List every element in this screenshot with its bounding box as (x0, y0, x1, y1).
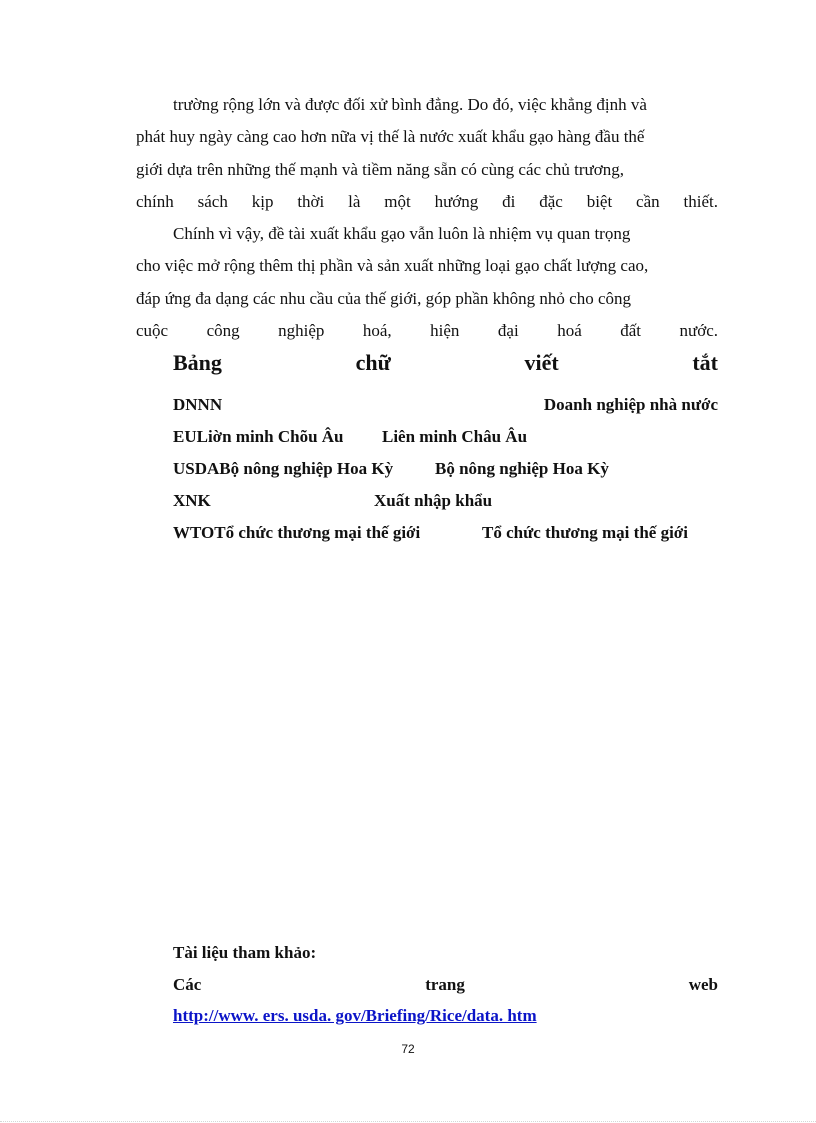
word: hiện (430, 320, 460, 340)
paragraph-2 (136, 218, 718, 347)
word: là (348, 191, 361, 211)
word: công (206, 320, 240, 340)
abbreviation-meaning: Liên minh Châu Âu (382, 427, 528, 446)
abbreviation-row (173, 491, 718, 513)
abbreviation-meaning: Xuất nhập khẩu (374, 491, 493, 510)
word: hoá (557, 320, 582, 340)
references-title: Tài liệu tham khảo: (173, 943, 317, 962)
abbreviation-term: USDABộ nông nghiệp Hoa Kỳ (173, 459, 394, 478)
abbreviation-term: EULiờn minh Chõu Âu (173, 427, 344, 446)
abbreviation-meaning: Doanh nghiệp nhà nước (543, 395, 718, 414)
word: trang (425, 975, 465, 994)
reference-link[interactable]: http://www. ers. usda. gov/Briefing/Rice/data. htm (173, 1006, 537, 1025)
word: thời (297, 191, 325, 211)
heading-word: Bảng (173, 350, 222, 375)
word: nước. (679, 320, 718, 340)
heading-word: viết (524, 350, 559, 375)
word: kịp (251, 191, 274, 211)
heading-word: chữ (355, 350, 391, 375)
word: đất (620, 320, 641, 340)
text-line: phát huy ngày càng cao hơn nữa vị thế là nước xuất khẩu gạo hàng đầu thế (136, 127, 645, 147)
abbreviation-term: DNNN (173, 395, 223, 414)
word: đi (502, 191, 516, 211)
word: đại (497, 320, 519, 340)
word: Các (173, 975, 202, 994)
abbreviation-row (173, 395, 718, 417)
word: chính (136, 191, 174, 211)
paragraph-1 (136, 89, 718, 218)
text-line: trường rộng lớn và được đối xử bình đẳng. Do đó, việc khẳng định và (173, 95, 647, 114)
abbreviation-term: WTOTổ chức thương mại thế giới (173, 523, 421, 542)
abbreviation-row (173, 459, 718, 481)
abbreviation-term: XNK (173, 491, 211, 510)
references-web-line (173, 975, 718, 995)
word: nghiệp (278, 320, 325, 340)
word: web (688, 975, 718, 994)
word: thiết. (683, 191, 718, 211)
text-line-justified (136, 186, 718, 218)
heading-word: tắt (692, 350, 718, 375)
word: một (384, 191, 411, 211)
page-bottom-divider (0, 1121, 816, 1122)
abbreviation-row (173, 523, 718, 545)
word: biệt (586, 191, 613, 211)
word: đặc (539, 191, 563, 211)
abbreviations-heading (173, 350, 718, 376)
text-line: Chính vì vậy, đề tài xuất khẩu gạo vẫn luôn là nhiệm vụ quan trọng (173, 224, 631, 243)
word: sách (197, 191, 228, 211)
text-line-justified (136, 315, 718, 347)
abbreviation-meaning: Tổ chức thương mại thế giới (482, 523, 688, 542)
word: hoá, (362, 320, 392, 340)
text-line: giới dựa trên những thế mạnh và tiềm năng sẵn có cùng các chủ trương, (136, 159, 624, 179)
abbreviation-meaning: Bộ nông nghiệp Hoa Kỳ (435, 459, 609, 478)
word: cuộc (136, 320, 169, 340)
text-line: đáp ứng đa dạng các nhu cầu của thế giới, góp phần không nhỏ cho công (136, 288, 632, 308)
abbreviation-row (173, 427, 718, 449)
word: hướng (434, 191, 479, 211)
word: cần (636, 191, 660, 211)
text-line: cho việc mở rộng thêm thị phần và sản xuất những loại gạo chất lượng cao, (136, 256, 649, 276)
page-number: 72 (401, 1042, 415, 1056)
